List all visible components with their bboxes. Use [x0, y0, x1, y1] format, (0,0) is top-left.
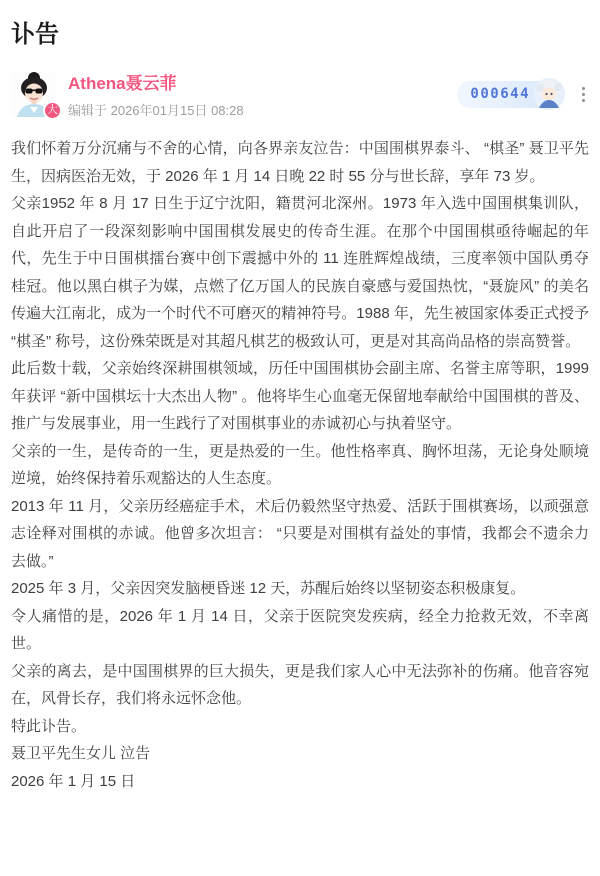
avatar-level-badge: 大 — [43, 101, 62, 120]
author-avatar[interactable] — [11, 71, 57, 117]
date-line: 2026 年 1 月 15 日 — [11, 772, 136, 790]
edit-timestamp: 编辑于 2026年01月15日 08:28 — [68, 103, 244, 118]
author-info — [68, 69, 457, 119]
author-header — [11, 69, 589, 119]
kebab-menu-icon — [582, 87, 585, 90]
paragraph-9: 特此讣告。 — [11, 717, 87, 735]
paragraph-7: 令人痛惜的是，2026 年 1 月 14 日，父亲于医院突发疾病，经全力抢救无效，不幸离世。 — [11, 607, 589, 652]
visitor-counter-badge[interactable] — [457, 81, 564, 108]
paragraph-2: 父亲1952 年 8 月 17 日生于辽宁沈阳，籍贯河北深州。1973 年入选中国围棋集训队，自此开启了一段深刻影响中国围棋发展史的传奇生涯。在那个中国围棋亟待崛起的年代，先生于中日围棋擂台赛中创下震撼中外的 11 连胜辉煌战绩，三度率领中国队勇夺桂冠。他以黑白棋子为媒，点燃了亿万国人的民族自豪感与爱国热忱，“聂旋风” 的美名传遍大江南北，成为一个时代不可磨灭的精神符号。1988 年，先生被国家体委正式授予 “棋圣” 称号，这份殊荣既是对其超凡棋艺的极致认可，更是对其高尚品格的崇高赞誉。 — [11, 195, 589, 350]
author-name[interactable]: Athena聂云菲 — [68, 74, 177, 93]
paragraph-4: 父亲的一生，是传奇的一生，更是热爱的一生。他性格率真、胸怀坦荡，无论身处顺境逆境，始终保持着乐观豁达的人生态度。 — [11, 442, 589, 487]
paragraph-5: 2013 年 11 月，父亲历经癌症手术，术后仍毅然坚守热爱、活跃于围棋赛场，以顽强意志诠释对围棋的赤诚。他曾多次坦言： “只要是对围棋有益处的事情，我都会不遗余力去做。” — [11, 497, 589, 570]
badge-avatar-icon — [531, 76, 567, 112]
paragraph-8: 父亲的离去，是中国围棋界的巨大损失，更是我们家人心中无法弥补的伤痛。他音容宛在，风骨长存，我们将永远怀念他。 — [11, 662, 589, 707]
counter-value: 000644 — [470, 86, 530, 102]
paragraph-1: 我们怀着万分沉痛与不舍的心情，向各界亲友泣告：中国围棋界泰斗、 “棋圣” 聂卫平先生，因病医治无效，于 2026 年 1 月 14 日晚 22 时 55 分与世长辞，享年 73 岁。 — [11, 140, 589, 185]
paragraph-3: 此后数十载，父亲始终深耕围棋领域，历任中国围棋协会副主席、名誉主席等职，1999 年获评 “新中国棋坛十大杰出人物” 。他将毕生心血毫无保留地奉献给中国围棋的普及、推广与发展事业，用一生践行了对围棋事业的赤诚初心与执着坚守。 — [11, 360, 589, 432]
paragraph-6: 2025 年 3 月，父亲因突发脑梗昏迷 12 天，苏醒后始终以坚韧姿态积极康复。 — [11, 580, 526, 597]
header-actions — [457, 81, 589, 108]
signature-line: 聂卫平先生女儿 泣告 — [11, 745, 151, 762]
article-body — [11, 135, 589, 795]
page-title: 讣告 — [11, 21, 59, 48]
more-options-button[interactable] — [578, 82, 589, 107]
